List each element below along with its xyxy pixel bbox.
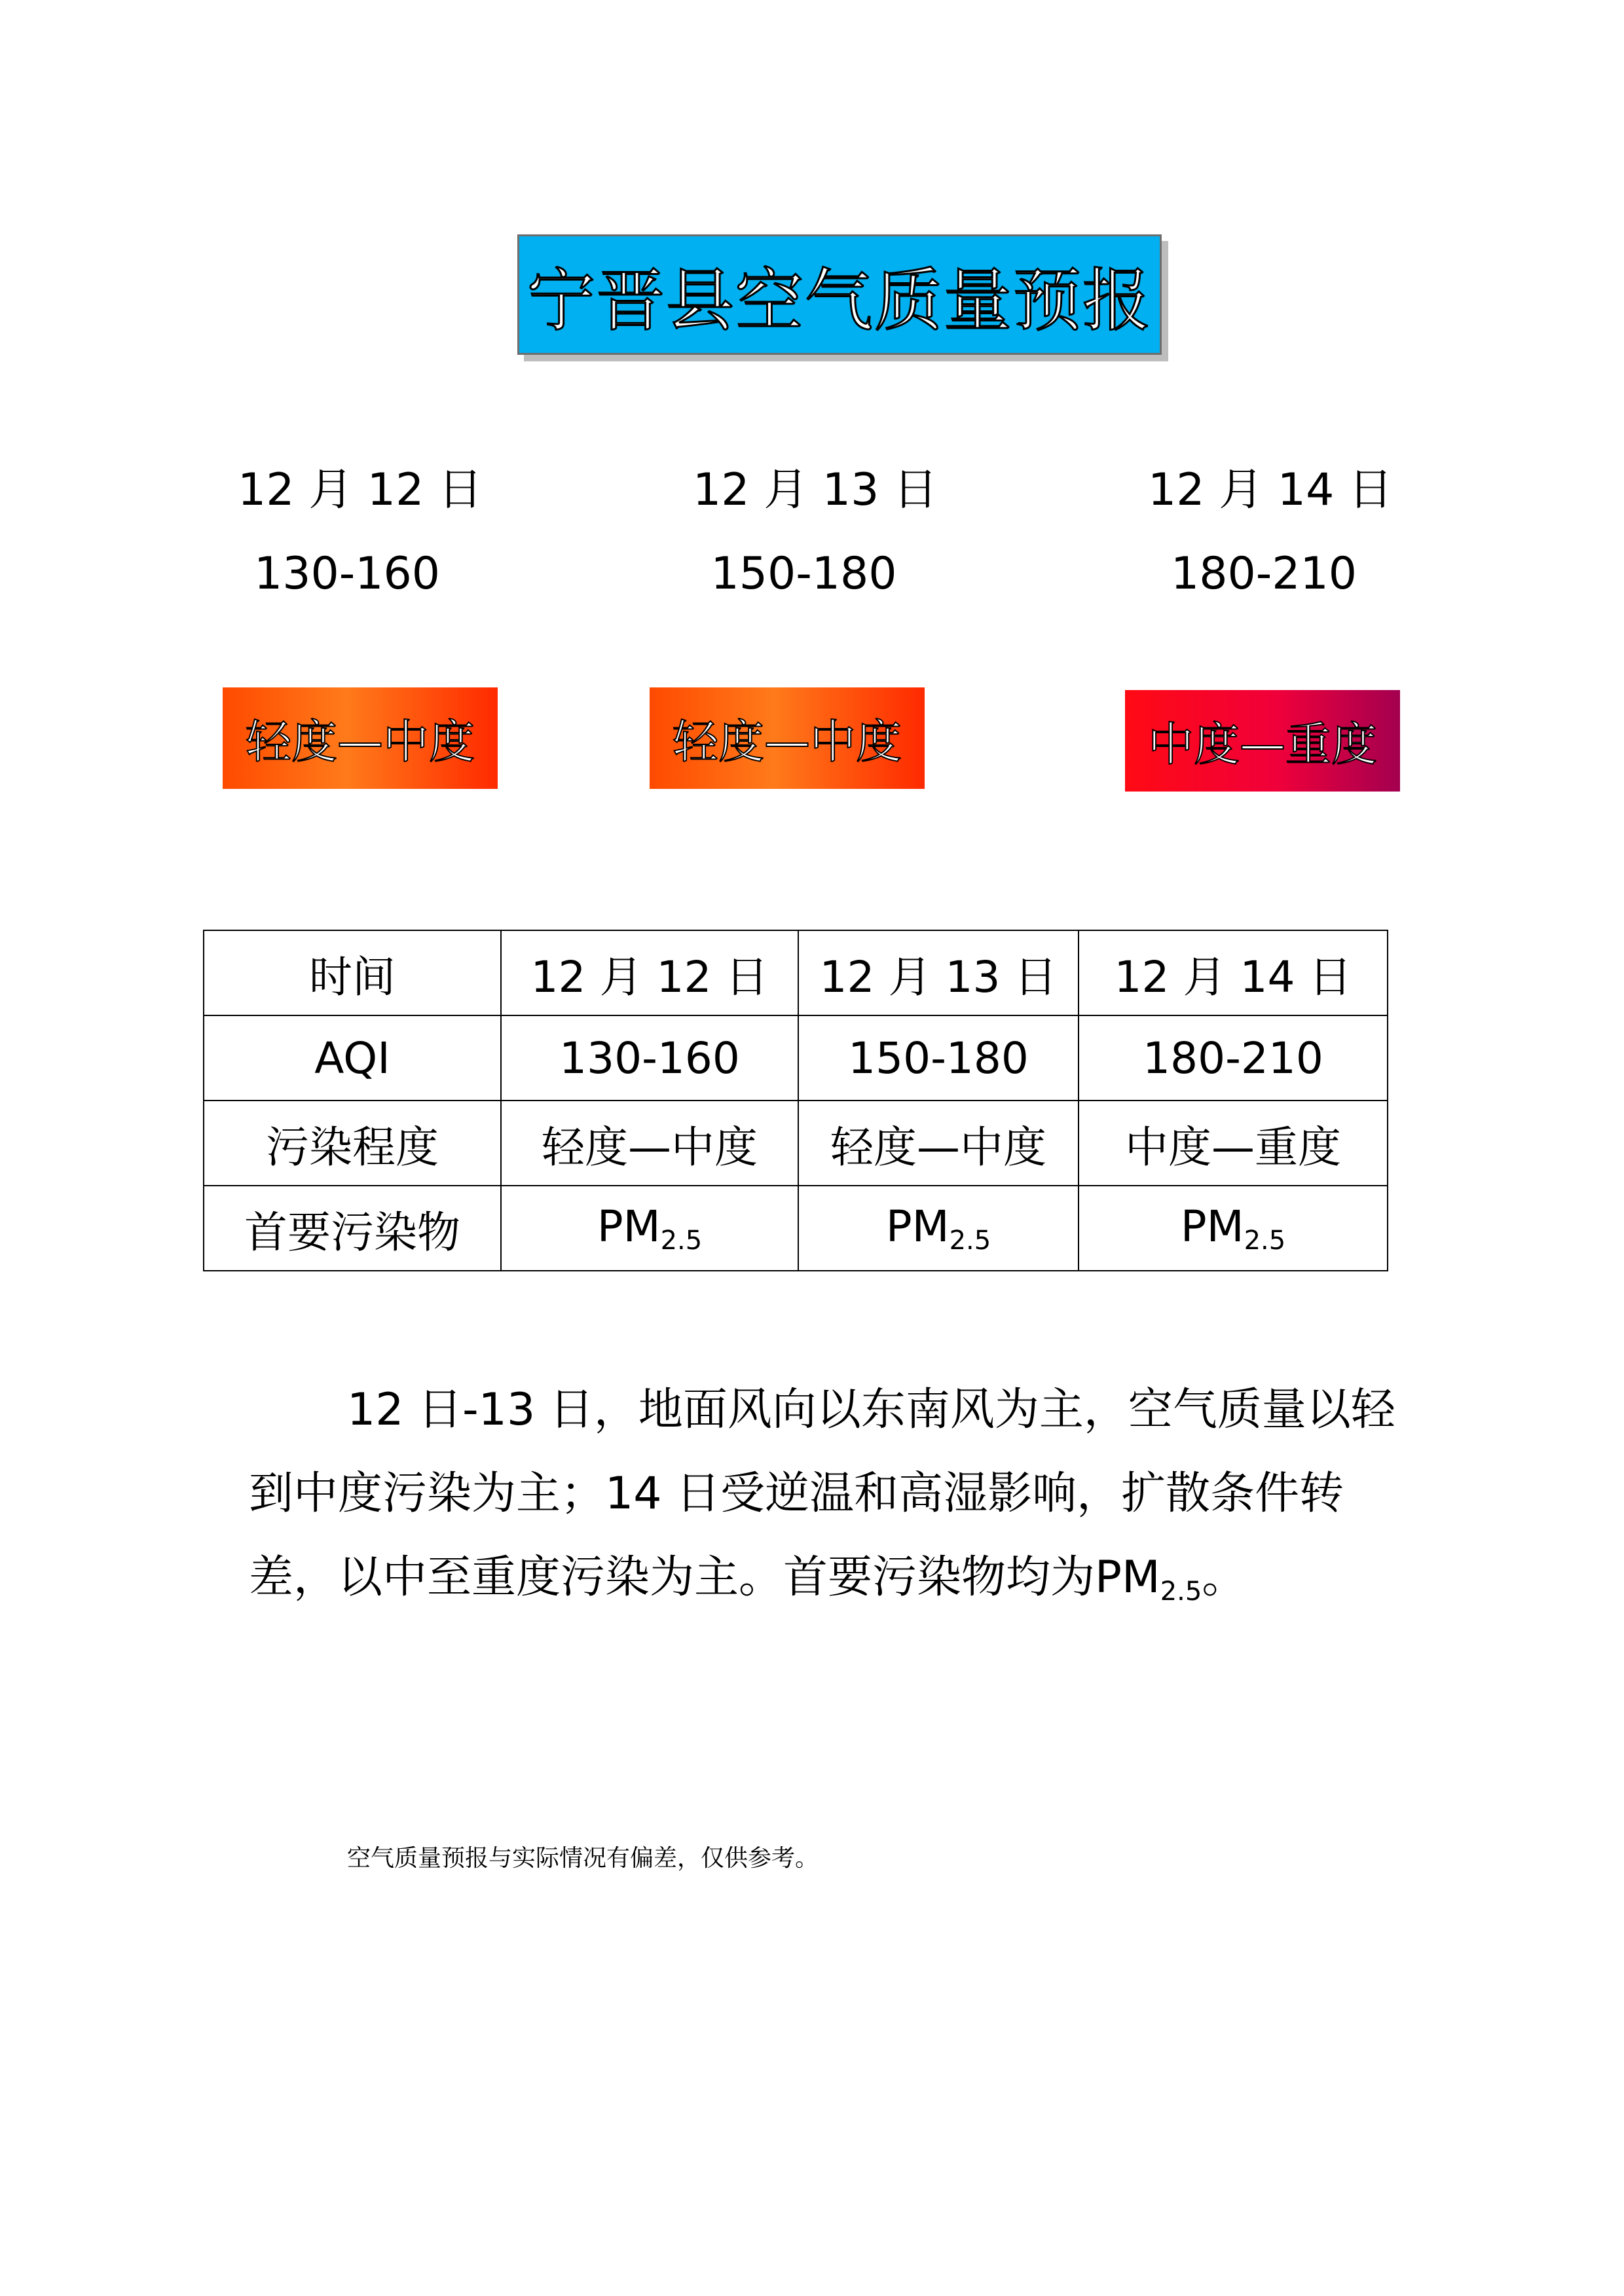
title-banner bbox=[517, 234, 1162, 355]
description-pollutant: PM bbox=[1095, 1552, 1160, 1603]
pollutant-subscript: 2.5 bbox=[660, 1225, 703, 1256]
table-cell: 180-210 bbox=[1079, 1015, 1388, 1101]
table-cell: 轻度—中度 bbox=[798, 1101, 1079, 1186]
level-badge-day-2 bbox=[650, 687, 925, 789]
table-cell: 12 月 13 日 bbox=[798, 930, 1079, 1015]
description-pollutant-subscript: 2.5 bbox=[1160, 1576, 1202, 1607]
level-badge-day-3 bbox=[1125, 690, 1400, 792]
forecast-day-2 bbox=[652, 464, 979, 600]
table-cell bbox=[501, 1186, 798, 1271]
table-cell: 轻度—中度 bbox=[501, 1101, 798, 1186]
forecast-aqi: 180-210 bbox=[1170, 548, 1357, 600]
row-label: 时间 bbox=[204, 930, 501, 1015]
level-label: 轻度—中度 bbox=[246, 715, 475, 769]
table-cell bbox=[1079, 1186, 1388, 1271]
forecast-description bbox=[249, 1368, 1401, 1633]
table-cell: 12 月 14 日 bbox=[1079, 930, 1388, 1015]
forecast-aqi: 130-160 bbox=[253, 548, 441, 600]
table-cell: 150-180 bbox=[798, 1015, 1079, 1101]
table-row-aqi bbox=[204, 1015, 1388, 1101]
forecast-date: 12 月 14 日 bbox=[1148, 464, 1393, 516]
table-row-pollutant bbox=[204, 1186, 1388, 1271]
table-row-date bbox=[204, 930, 1388, 1015]
level-label: 中度—重度 bbox=[1148, 718, 1377, 771]
pollutant-main: PM bbox=[1180, 1201, 1244, 1252]
row-label: 污染程度 bbox=[204, 1101, 501, 1186]
level-badge-day-1 bbox=[223, 687, 498, 789]
level-label: 轻度—中度 bbox=[673, 715, 902, 769]
forecast-day-3 bbox=[1107, 464, 1434, 600]
table-cell: 12 月 12 日 bbox=[501, 930, 798, 1015]
forecast-date: 12 月 12 日 bbox=[238, 464, 483, 516]
table-cell: 中度—重度 bbox=[1079, 1101, 1388, 1186]
description-text: 12 日-13 日，地面风向以东南风为主，空气质量以轻到中度污染为主；14 日受逆温和高湿影响，扩散条件转差，以中至重度污染为主。首要污染物均为 bbox=[249, 1384, 1395, 1603]
pollutant-subscript: 2.5 bbox=[949, 1225, 991, 1256]
forecast-aqi: 150-180 bbox=[710, 548, 897, 600]
table-row-level bbox=[204, 1101, 1388, 1186]
description-end: 。 bbox=[1202, 1552, 1247, 1603]
forecast-date: 12 月 13 日 bbox=[693, 464, 938, 516]
row-label: AQI bbox=[204, 1015, 501, 1101]
table-cell bbox=[798, 1186, 1079, 1271]
table-cell: 130-160 bbox=[501, 1015, 798, 1101]
pollutant-subscript: 2.5 bbox=[1244, 1225, 1286, 1256]
forecast-day-1 bbox=[196, 464, 524, 600]
disclaimer-note: 空气质量预报与实际情况有偏差，仅供参考。 bbox=[347, 1845, 819, 1872]
pollutant-main: PM bbox=[885, 1201, 950, 1252]
aqi-forecast-table bbox=[203, 930, 1388, 1271]
page-title: 宁晋县空气质量预报 bbox=[526, 261, 1152, 340]
pollutant-main: PM bbox=[597, 1201, 661, 1252]
row-label: 首要污染物 bbox=[204, 1186, 501, 1271]
